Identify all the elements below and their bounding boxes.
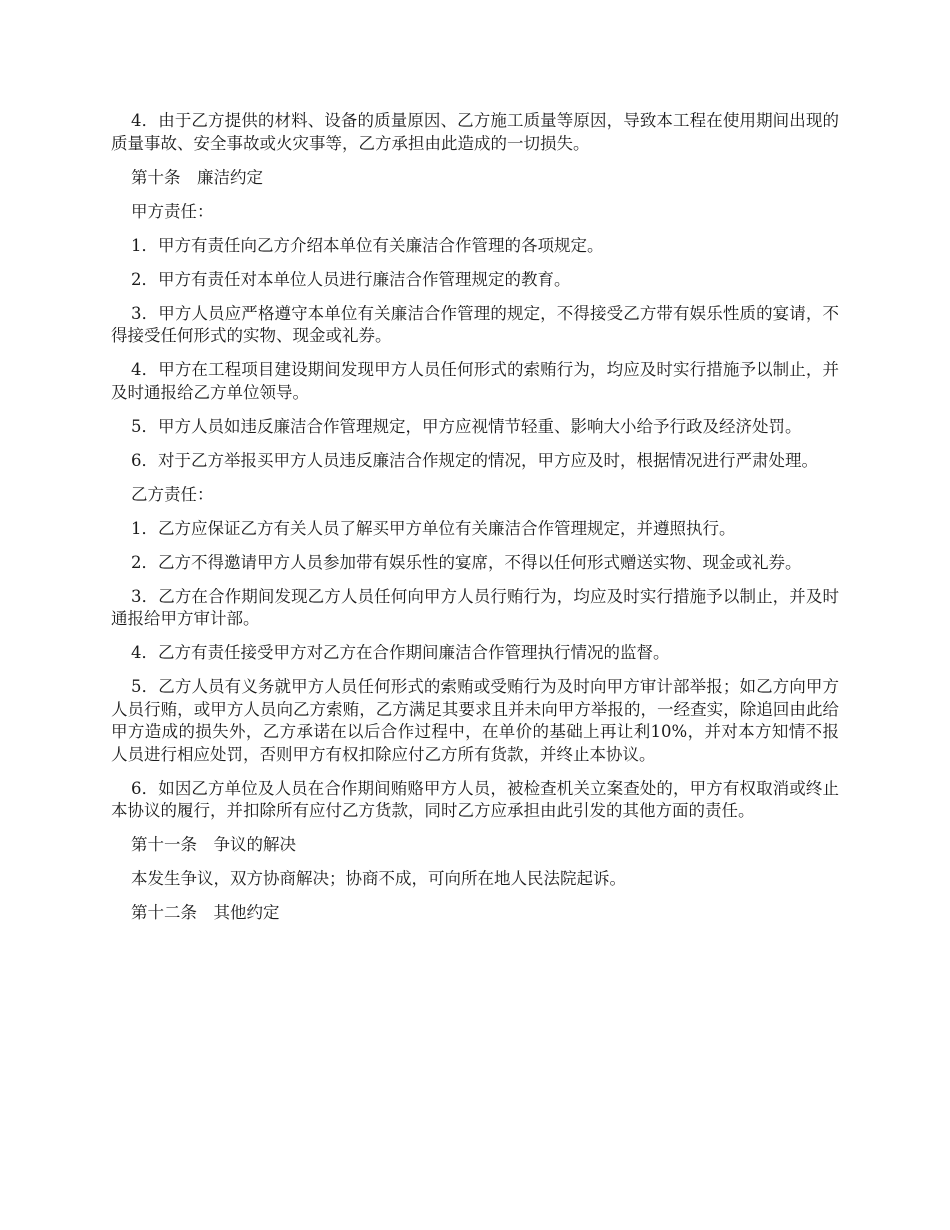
- article-11-body: 本发生争议，双方协商解决；协商不成，可向所在地人民法院起诉。: [131, 869, 626, 888]
- party-b-item-5: 5．乙方人员有义务就甲方人员任何形式的索贿或受贿行为及时向甲方审计部举报；如乙方向甲方人员行贿，或甲方人员向乙方索贿，乙方满足其要求且并未向甲方举报的，一经查实，除追回由此给甲方造成的损失外，乙方承诺在以后合作过程中，在单价的基础上再让利10%，并对本方知情不报人员进行相应处罚，否则甲方有权扣除应付乙方所有货款，并终止本协议。: [111, 677, 839, 764]
- party-b-responsibilities-heading: 乙方责任：: [131, 484, 214, 504]
- party-a-responsibilities-heading: 甲方责任：: [131, 201, 214, 221]
- party-b-item-3: 3．乙方在合作期间发现乙方人员任何向甲方人员行贿行为，均应及时实行措施予以制止，并及时通报给甲方审计部。: [111, 586, 839, 628]
- party-a-item-5: 5．甲方人员如违反廉洁合作管理规定，甲方应视情节轻重、影响大小给予行政及经济处罚。: [131, 416, 802, 436]
- party-b-item-1: 1．乙方应保证乙方有关人员了解买甲方单位有关廉洁合作管理规定，并遵照执行。: [131, 518, 736, 538]
- party-b-item-6: 6．如因乙方单位及人员在合作期间贿赂甲方人员，被检查机关立案查处的，甲方有权取消或终止本协议的履行，并扣除所有应付乙方货款，同时乙方应承担由此引发的其他方面的责任。: [111, 778, 839, 820]
- clause-9-item-4: 4．由于乙方提供的材料、设备的质量原因、乙方施工质量等原因，导致本工程在使用期间出现的质量事故、安全事故或火灾事等，乙方承担由此造成的一切损失。: [111, 111, 839, 153]
- party-a-item-2: 2．甲方有责任对本单位人员进行廉洁合作管理规定的教育。: [131, 269, 571, 289]
- party-a-item-4: 4．甲方在工程项目建设期间发现甲方人员任何形式的索贿行为，均应及时实行措施予以制止，并及时通报给乙方单位领导。: [111, 360, 839, 402]
- party-a-item-1: 1．甲方有责任向乙方介绍本单位有关廉洁合作管理的各项规定。: [131, 235, 604, 255]
- party-b-item-2: 2．乙方不得邀请甲方人员参加带有娱乐性的宴席，不得以任何形式赠送实物、现金或礼券。: [131, 552, 802, 572]
- party-a-item-6: 6．对于乙方举报买甲方人员违反廉洁合作规定的情况，甲方应及时，根据情况进行严肃处理。: [131, 450, 818, 470]
- article-11-heading: 第十一条 争议的解决: [131, 835, 296, 854]
- article-10-heading: 第十条 廉洁约定: [131, 167, 263, 187]
- party-a-item-3: 3．甲方人员应严格遵守本单位有关廉洁合作管理的规定，不得接受乙方带有娱乐性质的宴请，不得接受任何形式的实物、现金或礼券。: [111, 303, 839, 345]
- document-page: [111, 110, 839, 936]
- party-b-item-4: 4．乙方有责任接受甲方对乙方在合作期间廉洁合作管理执行情况的监督。: [131, 643, 670, 662]
- article-12-heading: 第十二条 其他约定: [131, 903, 280, 922]
